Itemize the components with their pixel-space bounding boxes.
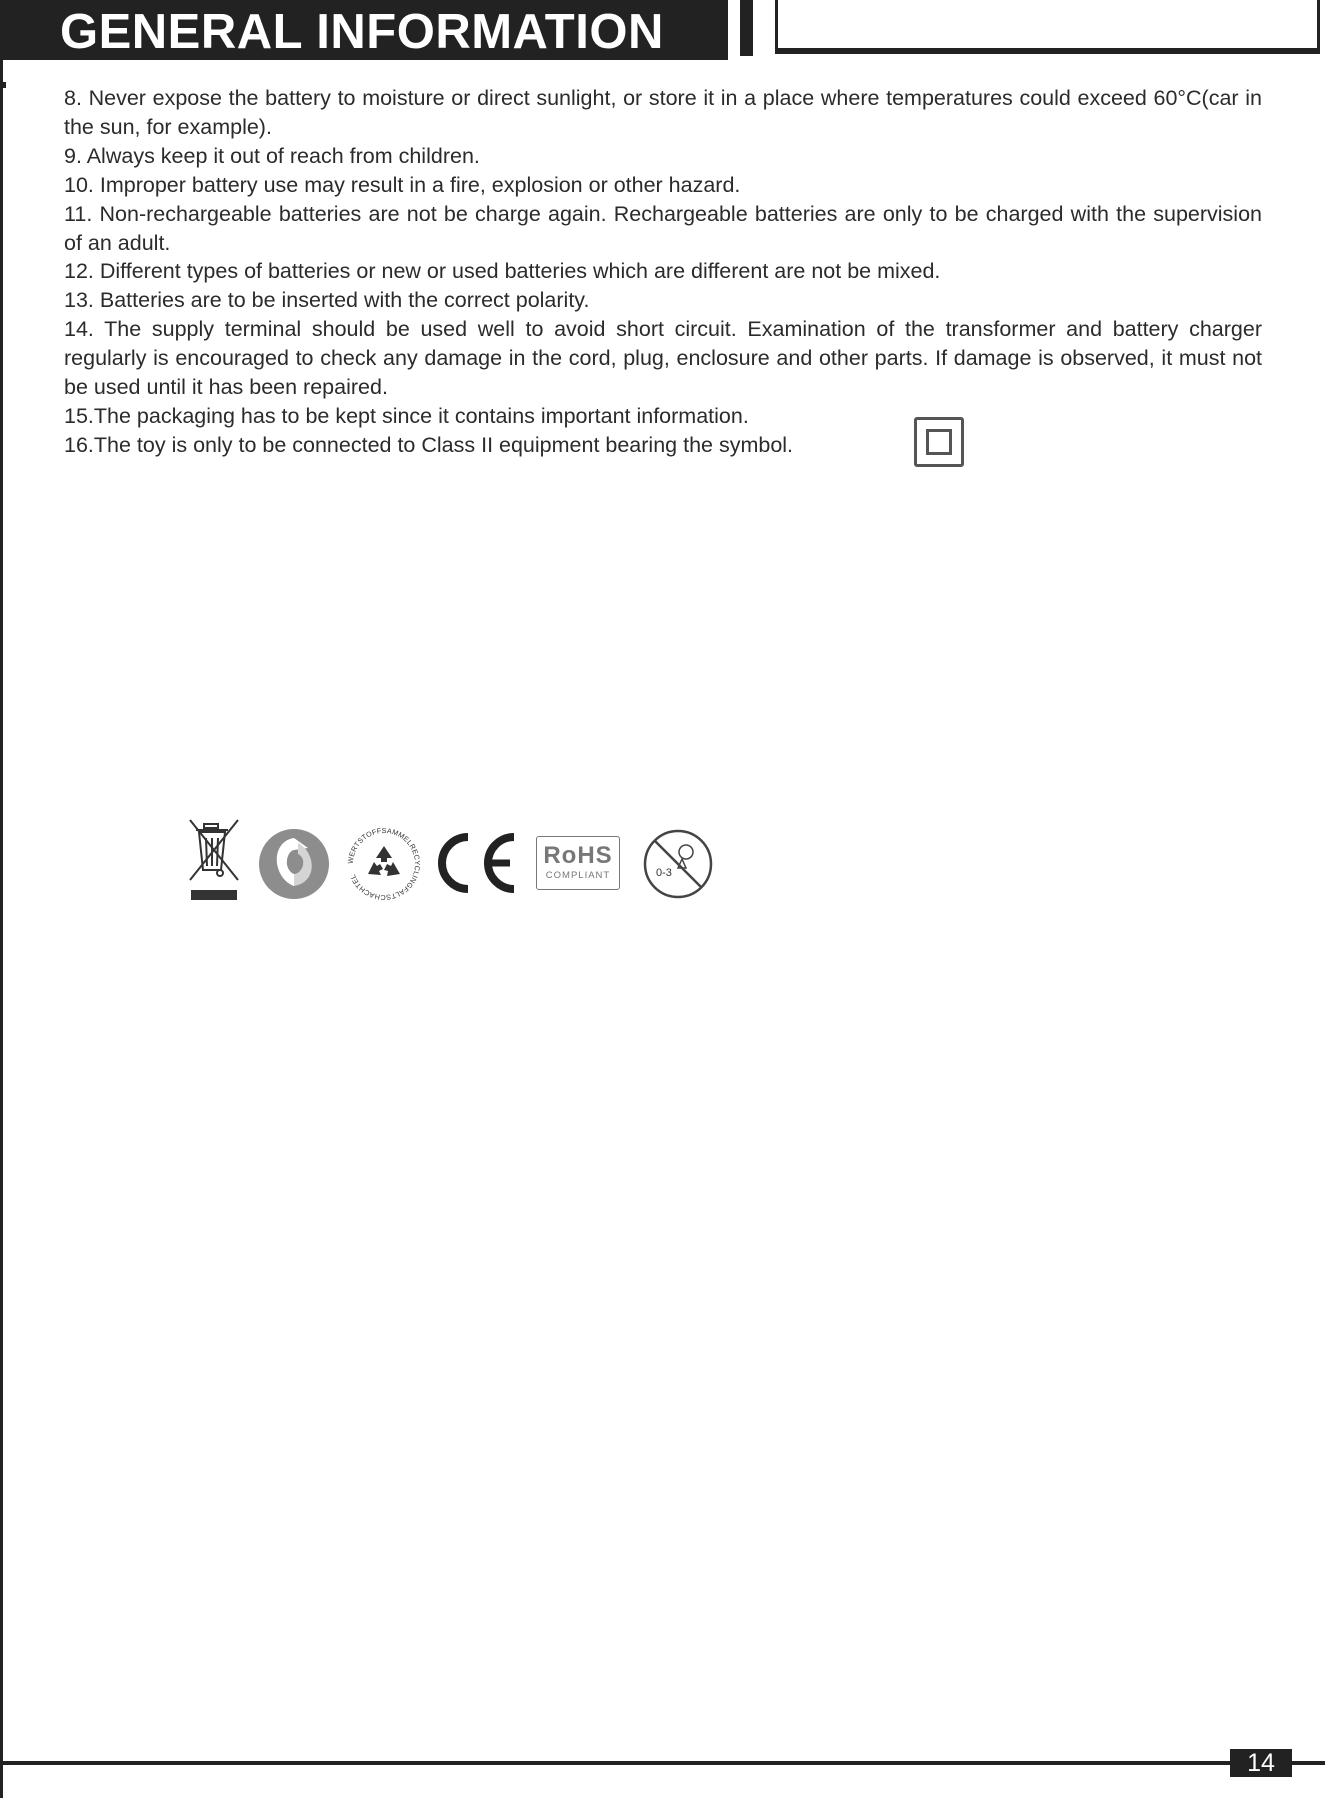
list-item: 11. Non-rechargeable batteries are not be charge again. Rechargeable batteries are only to be charged with the supervision of an adult. [64,201,1262,255]
rohs-label: RoHS [543,842,613,869]
list-item: 13. Batteries are to be inserted with the correct polarity. [64,288,590,313]
ce-mark-icon [430,832,520,894]
list-item: 8. Never expose the battery to moisture or direct sunlight, or store it in a place where temperatures could exceed 60°C(car in the sun, for example). [64,86,1262,139]
list-item-with-symbol [64,431,1262,460]
svg-text:0-3: 0-3 [656,867,672,879]
list-item: 14. The supply terminal should be used well to avoid short circuit. Examination of the transformer and battery charger regularly is encouraged to check any damage in the cord, plug, enclosure and other parts. If damage is observed, it must not be used until it has been repaired. [64,317,1262,400]
recycling-text-icon [344,824,424,904]
page-title: GENERAL INFORMATION [60,5,664,59]
rohs-sublabel: COMPLIANT [545,870,611,881]
page-left-border [0,0,3,1798]
page-left-tick [0,82,6,88]
class-ii-double-square-icon [914,417,964,467]
green-dot-icon [258,828,330,900]
footer-rule [0,1761,1325,1765]
list-item: 16.The toy is only to be connected to Class II equipment bearing the symbol. [64,432,794,457]
weee-crossed-bin-icon [186,818,242,904]
page-number: 14 [1230,1749,1292,1777]
header-separator [740,0,753,56]
age-warning-icon [642,828,714,900]
list-item: 12. Different types of batteries or new or used batteries which are different are not be mixed. [64,259,941,284]
header-rule [775,0,1320,54]
list-item: 9. Always keep it out of reach from children. [64,143,480,168]
list-item: 10. Improper battery use may result in a fire, explosion or other hazard. [64,172,741,197]
header-bar [0,0,728,60]
list-item: 15.The packaging has to be kept since it contains important information. [64,403,749,428]
rohs-icon [536,836,620,890]
warnings-list [64,84,1262,460]
certification-symbols [186,818,726,908]
svg-text:WERTSTOFFSAMMELRECYCLINGFALTSC: WERTSTOFFSAMMELRECYCLINGFALTSCHACHTEL [345,825,423,903]
